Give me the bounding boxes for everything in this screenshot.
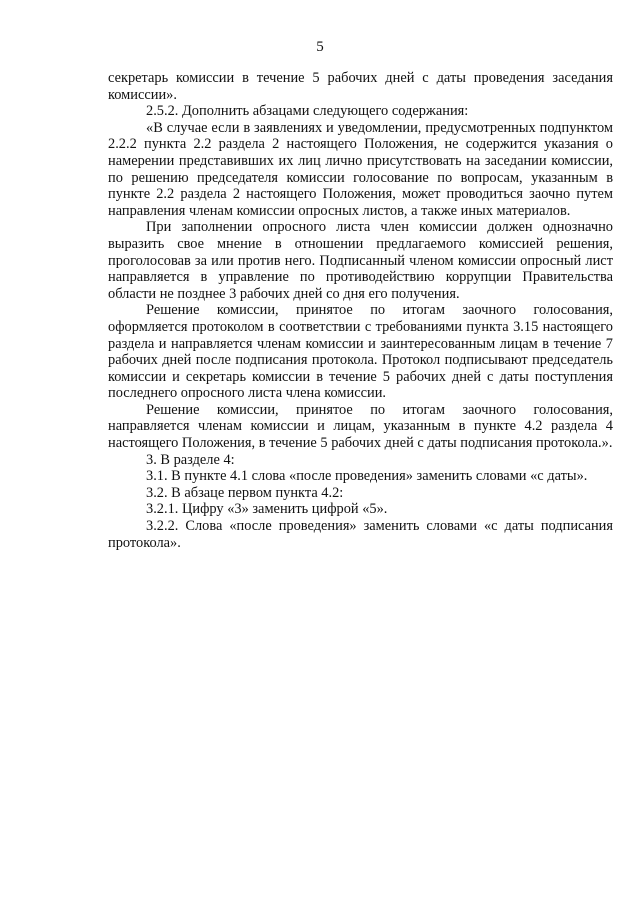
paragraph-6: Решение комиссии, принятое по итогам заочного голосования, направляется членам комиссии и лицам, указанным в пункте 4.2 раздела 4 настоящего Положения, в течение 5 рабочих дней с даты подписания протокола.». (108, 401, 613, 452)
paragraph-5: Решение комиссии, принятое по итогам заочного голосования, оформляется протоколом в соответствии с требованиями пункта 3.15 настоящего раздела и направляется членам комиссии и заинтересованным лицам в течение 7 рабочих дней после подписания протокола. Протокол подписывают председатель комиссии и секретарь комиссии в течение 5 рабочих дней с даты поступления последнего опросного листа члена комиссии. (108, 302, 613, 402)
paragraph-9: 3.2. В абзаце первом пункта 4.2: (146, 484, 344, 501)
paragraph-10: 3.2.1. Цифру «3» заменить цифрой «5». (146, 501, 388, 518)
document-body (108, 70, 613, 551)
paragraph-8: 3.1. В пункте 4.1 слова «после проведения» заменить словами «с даты». (146, 468, 588, 485)
paragraph-4: При заполнении опросного листа член комиссии должен однозначно выразить свое мнение в отношении предлагаемого комиссией решения, проголосовав за или против него. Подписанный членом комиссии опросный лист направляется в управление по противодействию коррупции Правительства области не позднее 3 рабочих дней со дня его получения. (108, 219, 613, 302)
paragraph-7: 3. В разделе 4: (146, 451, 235, 468)
page-number: 5 (316, 39, 324, 55)
paragraph-11: 3.2.2. Слова «после проведения» заменить словами «с даты подписания протокола». (108, 518, 613, 551)
paragraph-2: 2.5.2. Дополнить абзацами следующего содержания: (146, 103, 469, 120)
paragraph-3: «В случае если в заявлениях и уведомлении, предусмотренных подпунктом 2.2.2 пункта 2.2 раздела 2 настоящего Положения, не содержится указания о намерении представивших их лиц лично присутствовать на заседании комиссии, по решению председателя комиссии голосование по вопросам, указанным в пункте 2.2 раздела 2 настоящего Положения, может проводиться заочно путем направления членам комиссии опросных листов, а также иных материалов. (108, 119, 613, 219)
paragraph-1: секретарь комиссии в течение 5 рабочих дней с даты проведения заседания комиссии». (108, 70, 613, 103)
